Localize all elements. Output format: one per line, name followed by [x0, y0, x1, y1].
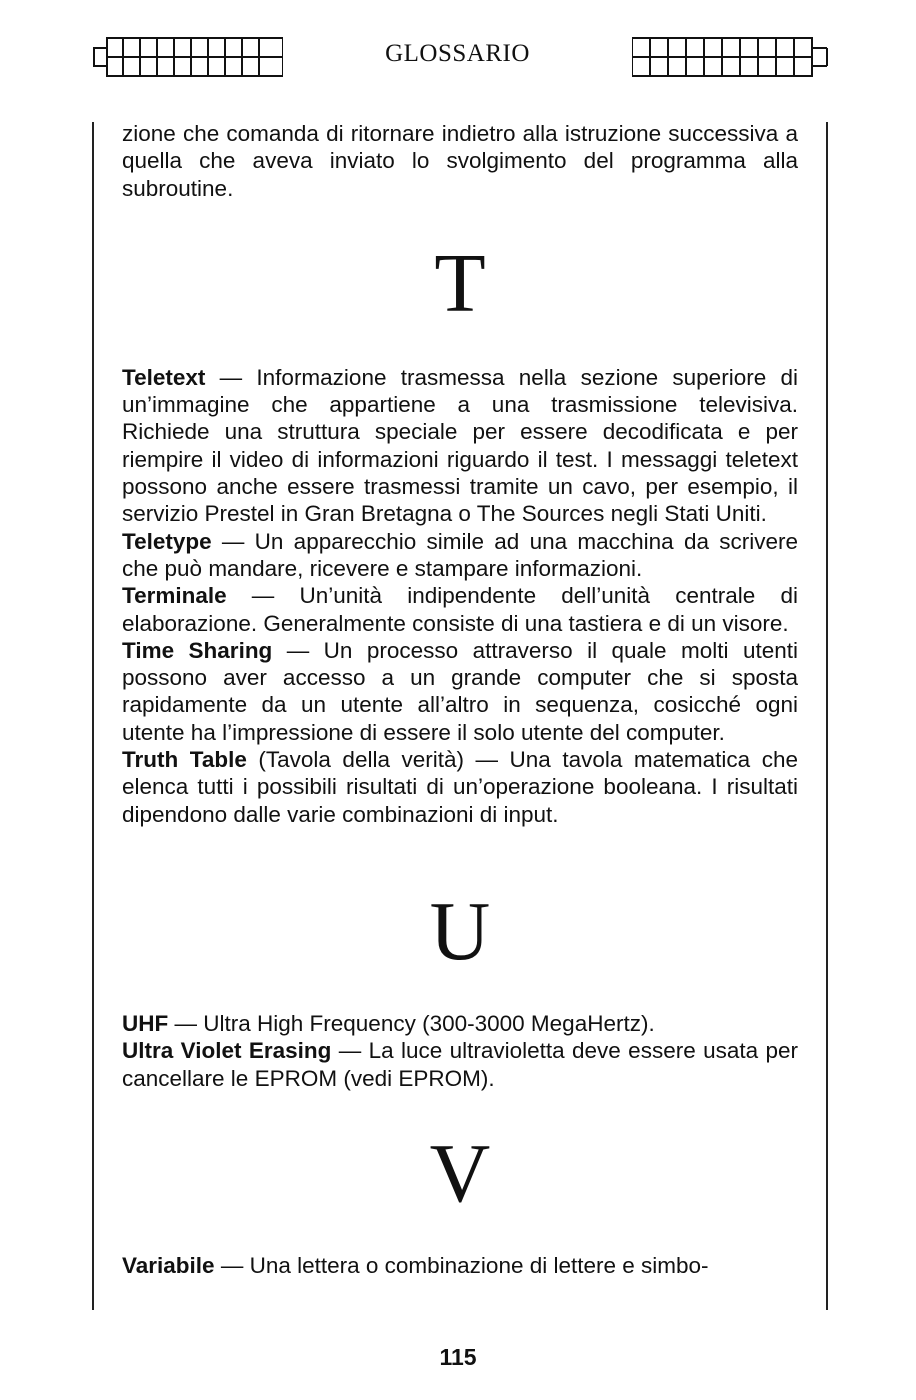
section-v [122, 1126, 798, 1279]
right-margin-rule [826, 122, 828, 1310]
glossary-entry [122, 637, 798, 746]
header-title: GLOSSARIO [385, 40, 530, 67]
entry-term: Time Sharing [122, 637, 273, 663]
entry-definition: — Un apparecchio simile ad una macchina da scrivere che può mandare, ricevere e stampare informazioni. [122, 528, 798, 581]
entry-term: UHF [122, 1010, 169, 1036]
glossary-entry [122, 528, 798, 583]
page-number: 115 [439, 1344, 477, 1370]
entry-definition: — Informazione trasmessa nella sezione superiore di un’immagine che appartiene a una trasmissione televisiva. Richiede una struttura speciale per essere decodificata e per riempire il video di informazioni riguardo il test. I messaggi teletext possono anche essere trasmessi tramite un cavo, per esempio, il servizio Prestel in Gran Bretagna o The Sources negli Stati Uniti. [122, 364, 798, 527]
entry-term: Ultra Violet Erasing [122, 1038, 332, 1064]
glossary-entry [122, 582, 798, 637]
glossary-entry [122, 1010, 798, 1037]
left-margin-rule [92, 122, 94, 1310]
glossary-entry [122, 1252, 798, 1279]
entry-term: Teletext [122, 364, 206, 390]
entry-term: Terminale [122, 583, 227, 609]
glossary-entry [122, 1037, 798, 1092]
entry-term: Teletype [122, 528, 212, 554]
header-grid-left [93, 34, 283, 80]
entry-term: Variabile [122, 1252, 215, 1278]
intro-paragraph: zione che comanda di ritornare indietro alla istruzione successiva a quella che aveva inviato lo svolgimento del programma alla subroutine. [122, 121, 798, 201]
entry-term: Truth Table [122, 747, 247, 773]
glossary-entry [122, 746, 798, 828]
entry-definition: — La luce ultravioletta deve essere usata per cancellare le EPROM (vedi EPROM). [122, 1038, 798, 1091]
entry-definition: — Un’unità indipendente dell’unità centrale di elaborazione. Generalmente consiste di una tastiera e di un visore. [122, 583, 798, 636]
section-letter: U [429, 884, 491, 978]
entry-definition: (Tavola della verità) — Una tavola matematica che elenca tutti i possibili risultati di un’operazione booleana. I risultati dipendono dalle varie combinazioni di input. [122, 747, 798, 827]
glossary-entry [122, 364, 798, 528]
entry-definition: — Un processo attraverso il quale molti utenti possono aver accesso a un grande computer che si sposta rapidamente da un utente all’altro in sequenza, cosicché ogni utente ha l’impressione di essere il solo utente del computer. [122, 637, 798, 745]
header-grid-right [632, 34, 828, 80]
entry-definition: — Ultra High Frequency (300-3000 MegaHertz). [168, 1010, 655, 1036]
section-t [122, 236, 798, 828]
section-u [122, 884, 798, 1092]
section-letter: V [429, 1126, 491, 1220]
entry-definition: — Una lettera o combinazione di lettere e simbo- [214, 1252, 709, 1278]
glossary-content [122, 120, 798, 1279]
section-letter: T [434, 236, 486, 330]
